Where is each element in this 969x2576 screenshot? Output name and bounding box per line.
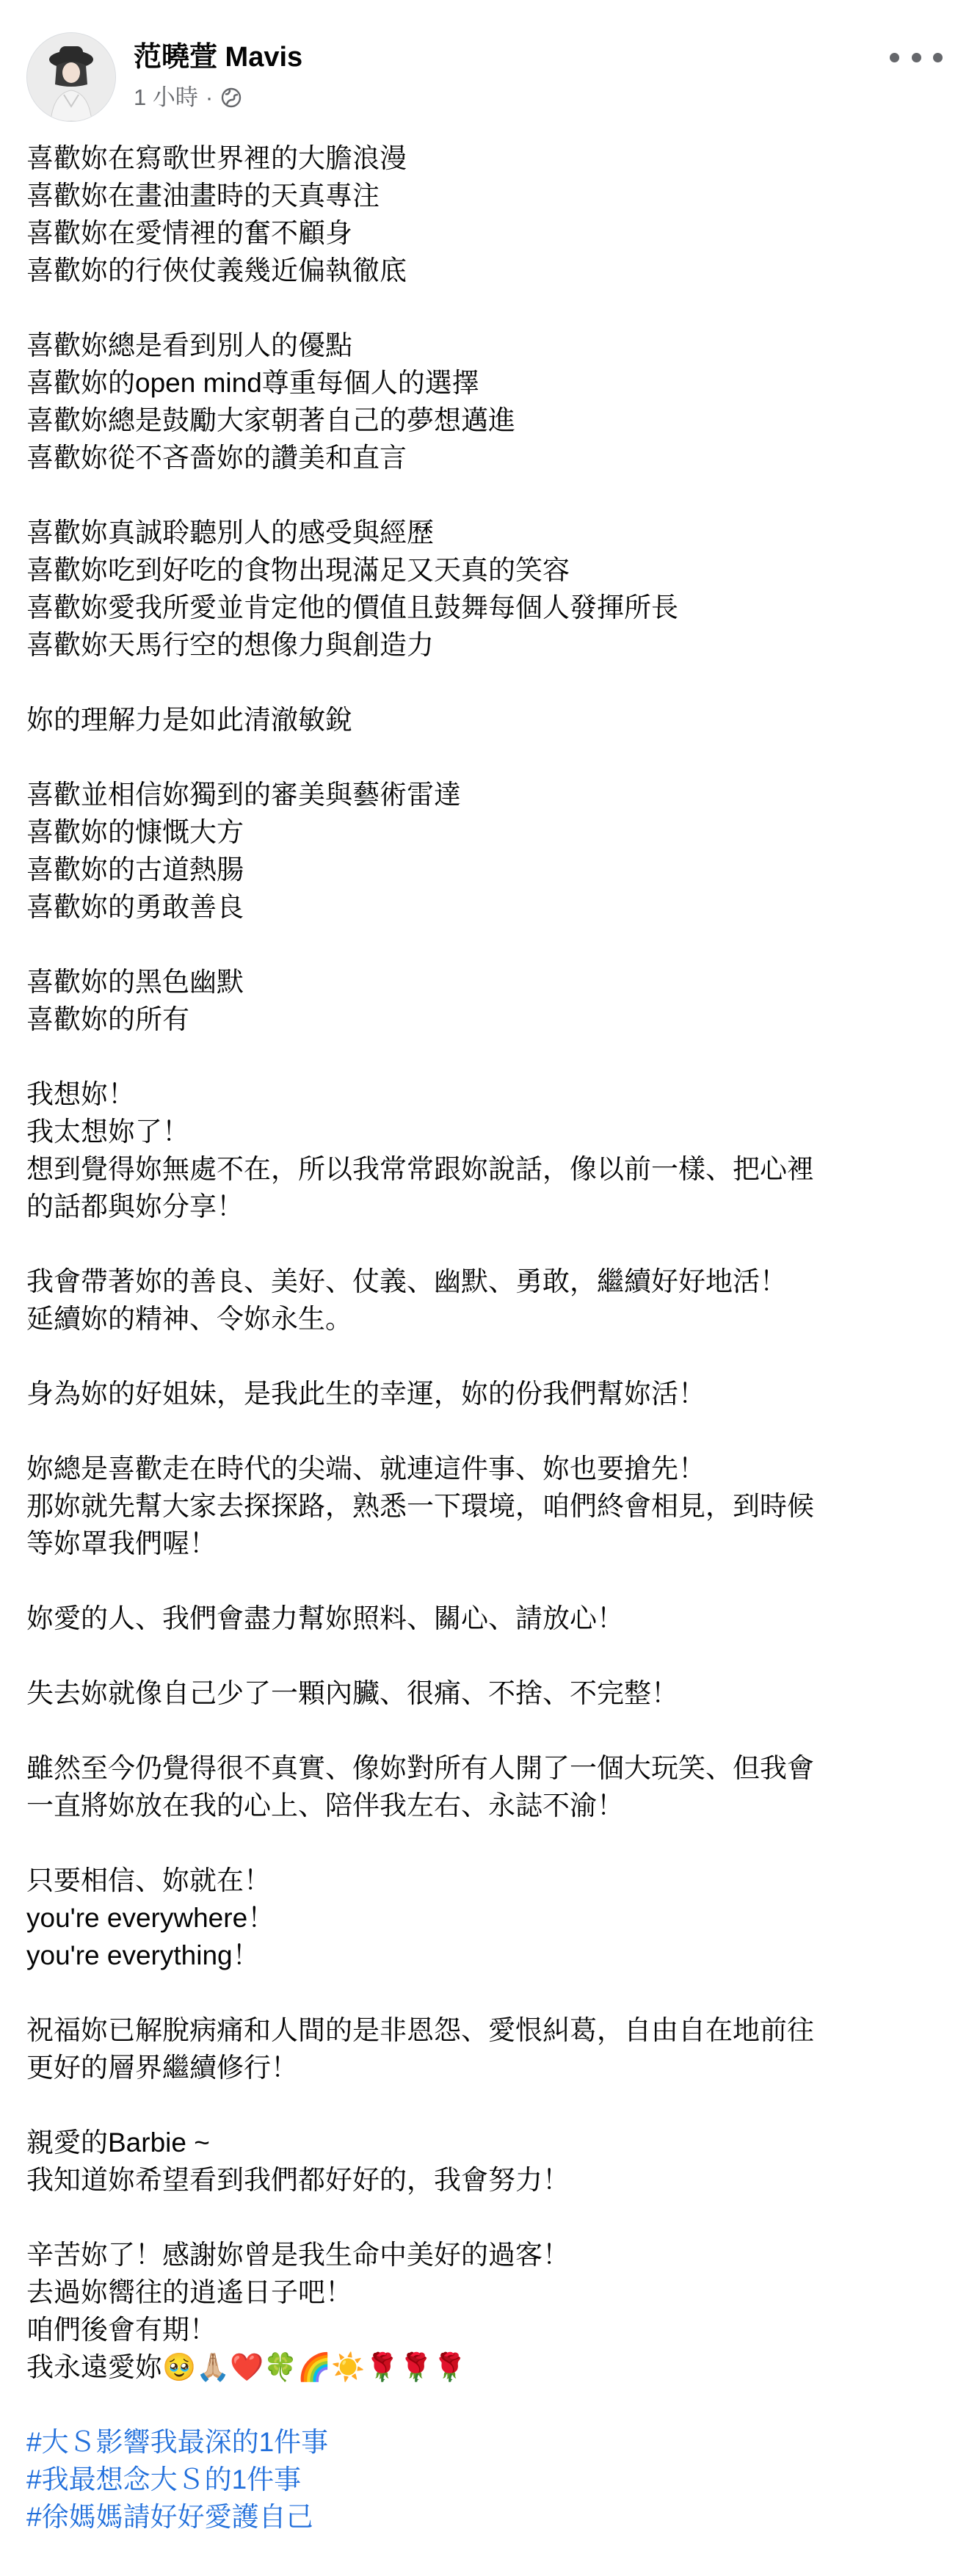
post-text-line: 喜歡妳總是鼓勵大家朝著自己的夢想邁進 [26,405,515,435]
post-meta [134,84,242,112]
post-text-line: 喜歡妳在畫油畫時的天真專注 [26,181,380,211]
post-text-line: 喜歡妳的所有 [26,1004,189,1034]
post-text-line: you're everywhere！ [26,1903,275,1933]
post-text-line: you're everything！ [26,1940,260,1970]
post-text-line: 親愛的Barbie ~ [26,2127,210,2158]
emoji: 🌹 [365,2351,399,2383]
post-paragraph [26,2011,944,2086]
post-paragraph [26,1600,944,1637]
post-text-line: 祝福妳已解脫病痛和人間的是非恩怨、愛恨糾葛，自由自在地前往 [26,2015,814,2045]
post-text-line: 雖然至今仍覺得很不真實、像妳對所有人開了一個大玩笑、但我會 [26,1753,814,1783]
post-text-line: 想到覺得妳無處不在，所以我常常跟妳說話，像以前一樣、把心裡 [26,1154,814,1184]
post-text-line: 喜歡妳的黑色幽默 [26,967,244,997]
post-body [26,139,944,2536]
post-text-line: 延續妳的精神、令妳永生。 [26,1304,352,1334]
emoji: ❤️ [230,2351,264,2383]
post-text-line: 喜歡並相信妳獨到的審美與藝術雷達 [26,780,461,810]
hashtag-link[interactable]: #我最想念大Ｓ的1件事 [26,2464,302,2495]
post-paragraph [26,1263,944,1338]
post-text-line: 喜歡妳愛我所愛並肯定他的價值且鼓舞每個人發揮所長 [26,592,678,623]
post-text-line: 一直將妳放在我的心上、陪伴我左右、永誌不渝！ [26,1790,624,1821]
post-paragraph [26,139,944,289]
post-paragraph [26,1075,944,1225]
post-text-line: 去過妳嚮往的逍遙日子吧！ [26,2277,352,2307]
post-text-line: 等妳罩我們喔！ [26,1528,217,1559]
post-paragraph [26,1375,944,1412]
post-text-line: 妳愛的人、我們會盡力幫妳照料、關心、請放心！ [26,1603,624,1633]
post-paragraph [26,1675,944,1712]
emoji: 🌈 [297,2351,332,2383]
post-text-line: 妳總是喜歡走在時代的尖端、就連這件事、妳也要搶先！ [26,1454,705,1484]
globe-icon[interactable] [220,87,242,109]
closing-emojis [162,2351,467,2383]
post-text-line: 喜歡妳吃到好吃的食物出現滿足又天真的笑容 [26,555,570,585]
post-paragraph [26,701,944,739]
post-text-line: 喜歡妳的勇敢善良 [26,892,244,922]
post-text-line: 喜歡妳在愛情裡的奮不顧身 [26,218,352,248]
post-paragraphs [26,139,944,2348]
emoji: 🍀 [264,2351,298,2383]
post-text-line: 我太想妳了！ [26,1117,189,1147]
post-text-line: 我知道妳希望看到我們都好好的，我會努力！ [26,2165,570,2195]
post-text-line: 喜歡妳的open mind尊重每個人的選擇 [26,368,479,398]
post-paragraph [26,1450,944,1562]
post-text-line: 喜歡妳的慷慨大方 [26,817,244,847]
post-text-line: 的話都與妳分享！ [26,1191,244,1222]
emoji: 🙏🏼 [196,2351,231,2383]
emoji: ☀️ [331,2351,366,2383]
post-paragraph [26,2236,944,2348]
post-text-line: 喜歡妳真誠聆聽別人的感受與經歷 [26,518,434,548]
post-text-line: 那妳就先幫大家去探探路，熟悉一下環境，咱們終會相見，到時候 [26,1491,814,1521]
post-text-line: 失去妳就像自己少了一顆內臟、很痛、不捨、不完整！ [26,1678,678,1708]
post-paragraph [26,1749,944,1824]
post-text-line: 辛苦妳了！感謝妳曾是我生命中美好的過客！ [26,2240,570,2270]
post-paragraph [26,327,944,476]
emoji: 🌹 [432,2351,467,2383]
emoji: 🥹 [162,2351,197,2383]
hashtag-link[interactable]: #大Ｓ影響我最深的1件事 [26,2427,329,2457]
post-text-line: 喜歡妳的古道熱腸 [26,855,244,885]
post-text-line: 咱們後會有期！ [26,2315,217,2345]
post-text-line: 喜歡妳的行俠仗義幾近偏執徹底 [26,255,407,286]
post-paragraph [26,776,944,926]
post-text-line: 喜歡妳在寫歌世界裡的大膽浪漫 [26,143,407,173]
post-paragraph [26,514,944,664]
post-text-line: 我會帶著妳的善良、美好、仗義、幽默、勇敢，繼續好好地活！ [26,1266,787,1296]
closing-text: 我永遠愛妳 [26,2351,162,2383]
post-header [0,0,969,110]
emoji: 🌹 [399,2351,433,2383]
author-name[interactable]: 范曉萱 Mavis [134,42,303,73]
avatar[interactable] [26,32,116,122]
meta-separator: · [205,84,214,110]
post-text-line: 更好的層界繼續修行！ [26,2053,298,2083]
post-text-line: 喜歡妳從不吝嗇妳的讚美和直言 [26,443,407,473]
post-paragraph [26,2124,944,2199]
post-paragraph [26,1862,944,1974]
post-paragraph [26,963,944,1038]
avatar-portrait-icon [27,33,115,121]
post-text-line: 我想妳！ [26,1079,135,1109]
closing-line [26,2348,944,2386]
hashtag-list [26,2423,944,2536]
post-text-line: 喜歡妳天馬行空的想像力與創造力 [26,630,434,660]
post-time[interactable]: 1 小時 [134,84,198,110]
hashtag-link[interactable]: #徐媽媽請好好愛護自己 [26,2502,313,2532]
post-text-line: 妳的理解力是如此清澈敏銳 [26,705,352,735]
post-text-line: 喜歡妳總是看到別人的優點 [26,330,352,360]
more-options-icon[interactable] [890,43,943,72]
post-text-line: 身為妳的好姐妹，是我此生的幸運，妳的份我們幫妳活！ [26,1379,705,1409]
post-text-line: 只要相信、妳就在！ [26,1865,271,1895]
